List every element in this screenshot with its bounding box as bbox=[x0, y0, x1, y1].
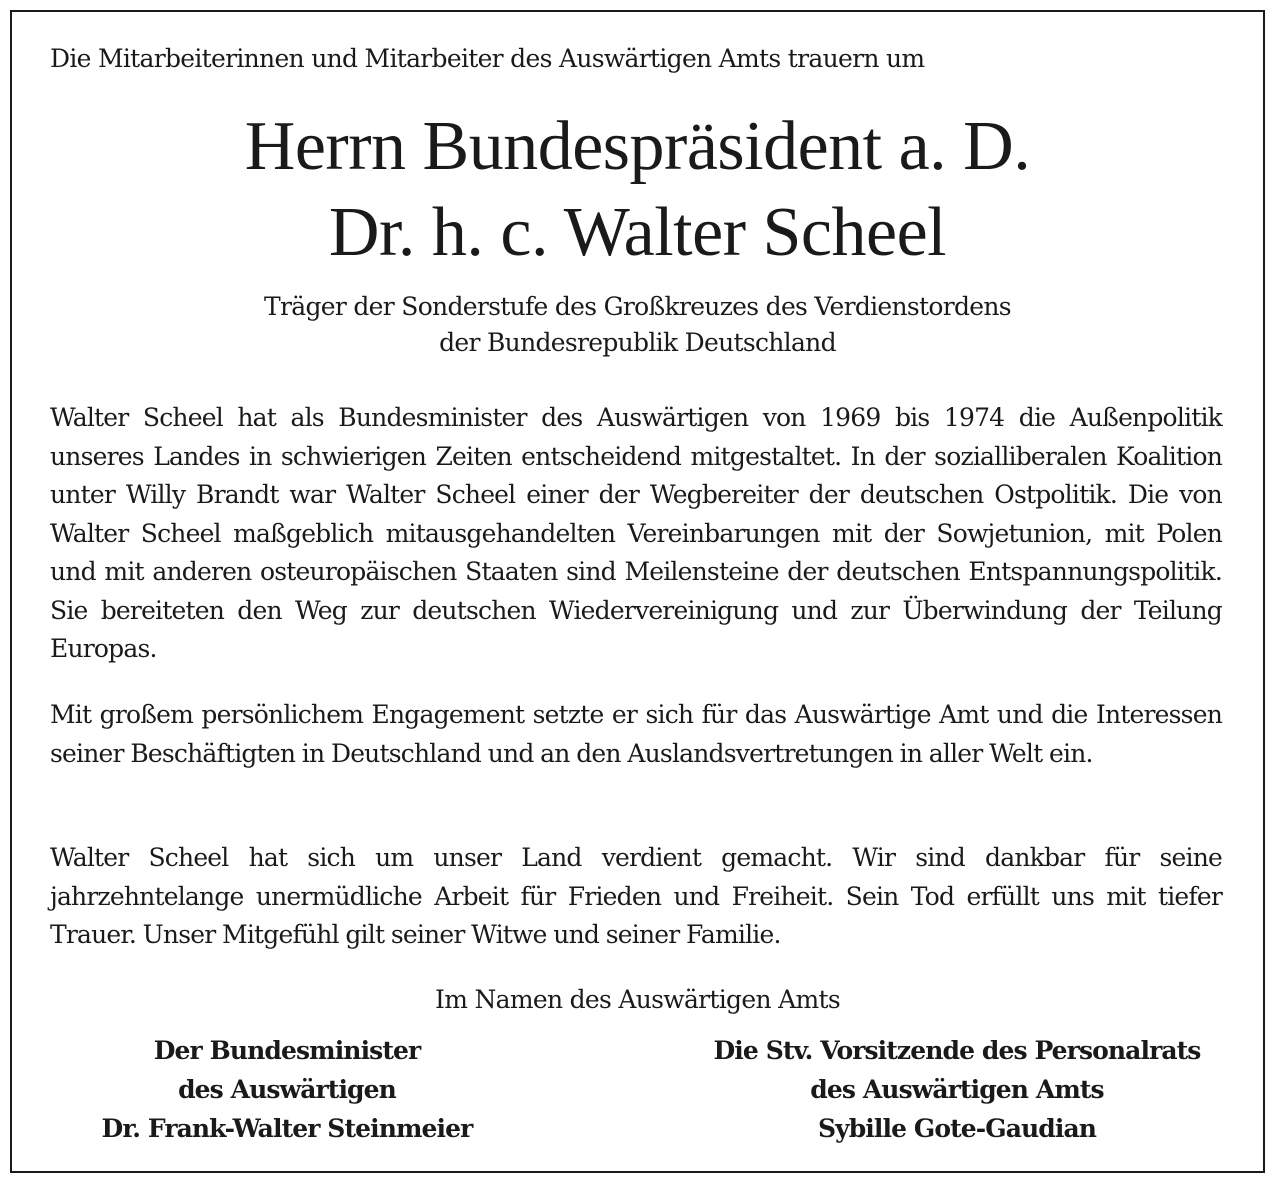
signatory-minister-title-1: Der Bundesminister bbox=[153, 1036, 421, 1065]
body-paragraph-2: Mit großem persönlichem Engagement setzte er sich für das Auswärtige Amt und die Interessen seiner Beschäftigten in Deutschland und an den Auslandsvertretungen in aller Welt ein. bbox=[50, 700, 1222, 768]
award-line-1: Träger der Sonderstufe des Großkreuzes des Verdienstordens bbox=[264, 292, 1011, 321]
honoree-title: Herrn Bundespräsident a. D. bbox=[244, 108, 1031, 185]
signatory-minister-title-2: des Auswärtigen bbox=[178, 1075, 396, 1104]
body-paragraph-3: Walter Scheel hat sich um unser Land verdient gemacht. Wir sind dankbar für seine jahrzehntelange unermüdliche Arbeit für Frieden und Freiheit. Sein Tod erfüllt uns mit tiefer Trauer. Unser Mitgefühl gilt seiner Witwe und seiner Familie. bbox=[50, 843, 1222, 949]
signatory-staff-council-title-2: des Auswärtigen Amts bbox=[810, 1075, 1104, 1104]
closing-line: Im Namen des Auswärtigen Amts bbox=[435, 985, 840, 1014]
signatory-minister-name: Dr. Frank-Walter Steinmeier bbox=[101, 1114, 473, 1143]
signatory-minister bbox=[52, 1031, 522, 1148]
honoree-name: Dr. h. c. Walter Scheel bbox=[328, 194, 947, 271]
signatory-staff-council bbox=[672, 1031, 1242, 1148]
award-line-2: der Bundesrepublik Deutschland bbox=[439, 328, 836, 357]
signatory-staff-council-title-1: Die Stv. Vorsitzende des Personalrats bbox=[713, 1036, 1201, 1065]
award-description bbox=[12, 289, 1263, 361]
body-paragraph-1: Walter Scheel hat als Bundesminister des Auswärtigen von 1969 bis 1974 die Außenpolitik unseres Landes in schwierigen Zeiten entscheidend mitgestaltet. In der sozialliberalen Koalition unter Willy Brandt war Walter Scheel einer der Wegbereiter der deutschen Ostpolitik. Die von Walter Scheel maßgeblich mitausgehandelten Vereinbarungen mit der Sowjetunion, mit Polen und mit anderen osteuropäischen Staaten sind Meilensteine der deutschen Entspannungspolitik. Sie bereiteten den Weg zur deutschen Wiedervereinigung und zur Überwindung der Teilung Europas. bbox=[50, 403, 1222, 663]
intro-line: Die Mitarbeiterinnen und Mitarbeiter des Auswärtigen Amts trauern um bbox=[50, 44, 925, 73]
obituary-notice bbox=[10, 10, 1265, 1173]
signatory-staff-council-name: Sybille Gote-Gaudian bbox=[817, 1114, 1097, 1143]
